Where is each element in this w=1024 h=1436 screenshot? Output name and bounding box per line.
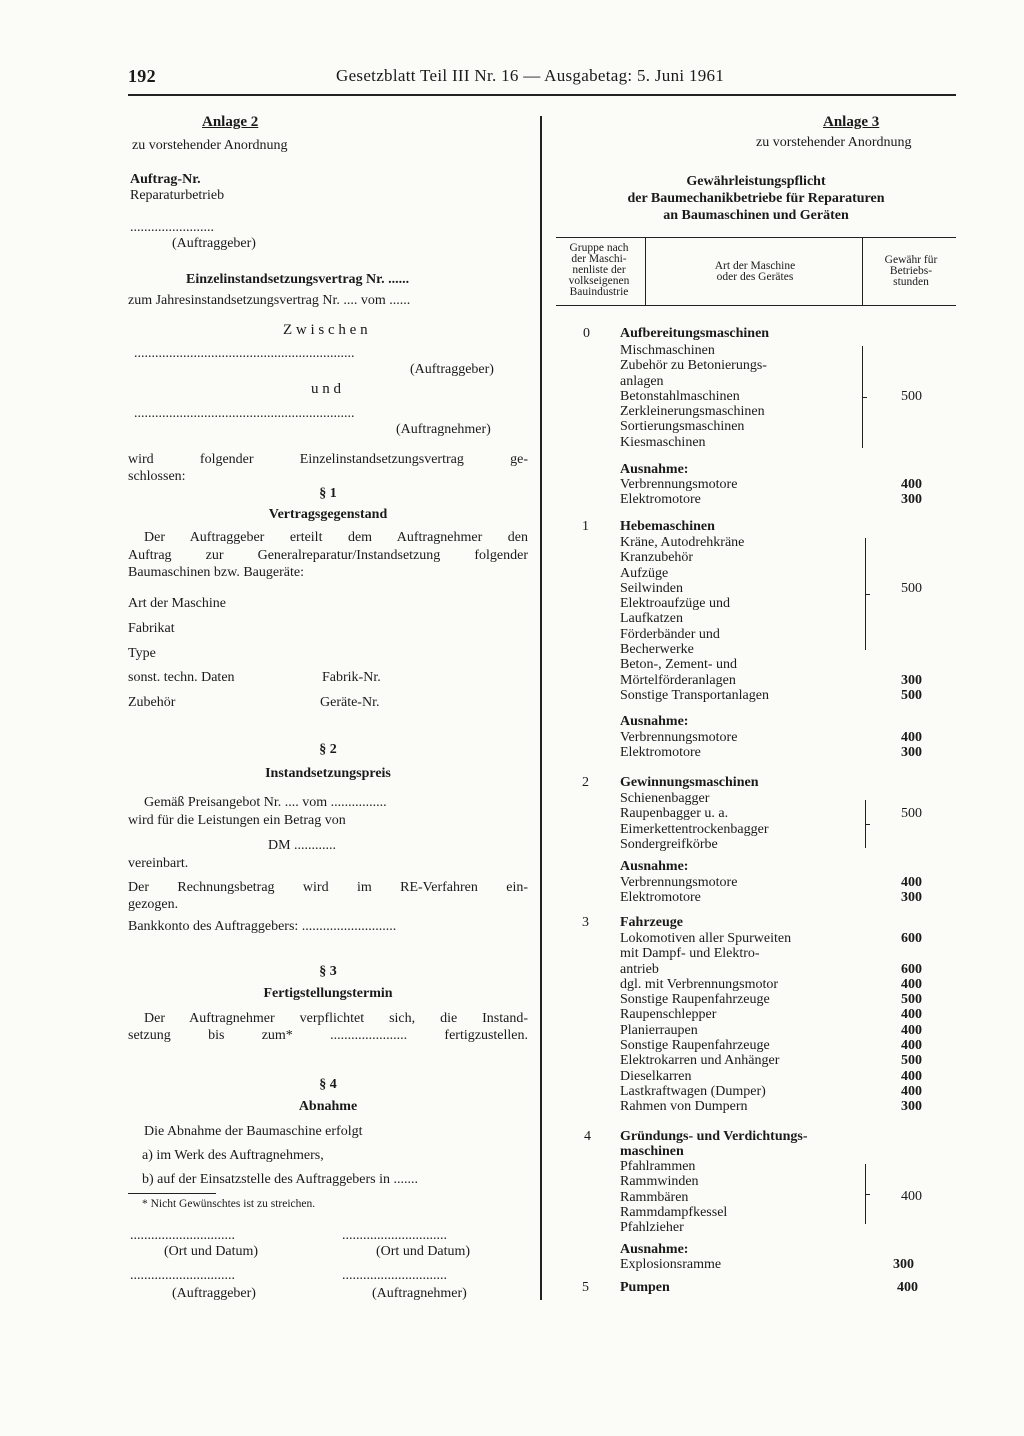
paragraph-1-title: Vertragsgegenstand	[268, 507, 388, 522]
paragraph-1-line-2: Auftrag zur Generalreparatur/Instandsetzung folgender	[128, 548, 528, 563]
group-1-exception-name: Verbrennungsmotore	[620, 730, 738, 745]
row-name: Raupenschlepper	[620, 1007, 717, 1023]
group-0-exception-label: Ausnahme:	[620, 462, 689, 477]
row-name: Rahmen von Dumpern	[620, 1099, 748, 1115]
paragraph-4-option-b: b) auf der Einsatzstelle des Auftraggebers in .......	[142, 1172, 419, 1187]
anlage-2-title: Anlage 2	[202, 114, 259, 130]
table-col-divider-1	[645, 237, 646, 306]
signature-auftragnehmer: (Auftragnehmer)	[372, 1286, 467, 1301]
table-title-line-1: Gewährleistungspflicht	[686, 174, 826, 189]
group-4-value: 400	[901, 1189, 922, 1204]
paragraph-2-line-3: Der Rechnungsbetrag wird im RE-Verfahren ein-	[128, 880, 528, 895]
group-1-exception-value: 400	[901, 730, 922, 745]
group-0-items	[620, 343, 767, 450]
paragraph-4-line-1: Die Abnahme der Baumaschine erfolgt	[144, 1124, 363, 1139]
anlage-3-title: Anlage 3	[823, 114, 880, 130]
signature-dots-left-1: ..............................	[130, 1228, 235, 1243]
group-0-exception-value: 300	[901, 492, 922, 507]
footnote: * Nicht Gewünschtes ist zu streichen.	[142, 1198, 316, 1210]
list-item: Rammbären	[620, 1189, 689, 1205]
field-zubehoer: Zubehör	[128, 695, 176, 710]
list-item: Elektroaufzüge und	[620, 596, 731, 612]
field-sonst-techn-daten: sonst. techn. Daten	[128, 670, 235, 685]
table-top-rule	[556, 237, 956, 238]
list-item: Kranzubehör	[620, 550, 694, 566]
paragraph-1-number: § 1	[319, 486, 337, 501]
col3-header-line: Betriebs-	[889, 265, 933, 277]
row-value: 600	[901, 931, 922, 946]
row-name: antrieb	[620, 961, 659, 977]
list-item: Laufkatzen	[620, 611, 683, 627]
group-0-exception-value: 400	[901, 477, 922, 492]
group-1-exception-label: Ausnahme:	[620, 714, 689, 729]
table-title-line-3: an Baumaschinen und Geräten	[663, 208, 849, 223]
list-item: Eimerkettentrockenbagger	[620, 821, 769, 837]
table-row	[620, 977, 922, 992]
group-2-brace	[855, 800, 866, 848]
signature-dots-right-1: ..............................	[342, 1228, 447, 1243]
col1-header-line: volkseigenen	[568, 275, 630, 287]
row-value: 300	[901, 1099, 922, 1115]
wird-line-2: schlossen:	[128, 469, 186, 484]
party-1-dots: ...............................................................	[134, 346, 355, 361]
list-item: Sondergreifkörbe	[620, 836, 718, 852]
group-2-exception-value: 300	[901, 890, 922, 905]
column-divider	[540, 116, 542, 1300]
row-name: Planierraupen	[620, 1022, 698, 1038]
group-1-value: 500	[901, 581, 922, 596]
group-5-value: 400	[897, 1280, 918, 1295]
group-4-brace	[855, 1164, 866, 1224]
party-2-caption: (Auftragnehmer)	[396, 422, 491, 437]
party-2-dots: ...............................................................	[134, 406, 355, 421]
group-3-rows	[620, 931, 922, 1115]
paragraph-4-number: § 4	[319, 1077, 337, 1092]
paragraph-3-line-2: setzung bis zum* ...................... fertigzustellen.	[128, 1028, 528, 1043]
row-value: 400	[901, 1038, 922, 1054]
group-4-title-line-1: Gründungs- und Verdichtungs-	[620, 1129, 808, 1144]
group-1-extra-value: 500	[901, 688, 922, 703]
paragraph-2-dm: DM ............	[268, 838, 337, 853]
group-1-extra-name: Mörtelförderanlagen	[620, 673, 736, 688]
table-row	[620, 931, 922, 946]
group-5-number: 5	[582, 1280, 589, 1295]
group-4-title-line-2: maschinen	[620, 1144, 684, 1159]
paragraph-3-number: § 3	[319, 964, 337, 979]
list-item: Rammdampfkessel	[620, 1204, 728, 1220]
group-0-exception-name: Elektromotore	[620, 492, 701, 507]
paragraph-2-title: Instandsetzungspreis	[265, 766, 391, 781]
group-2-value: 500	[901, 806, 922, 821]
table-row	[620, 1084, 922, 1099]
paragraph-2-vereinbart: vereinbart.	[128, 856, 189, 871]
auftrag-nr-label: Auftrag-Nr.	[130, 172, 201, 187]
group-1-items	[620, 535, 744, 657]
list-item: Zubehör zu Betonierungs-	[620, 358, 767, 374]
list-item: Mischmaschinen	[620, 343, 715, 358]
group-1-exception-value: 300	[901, 745, 922, 760]
row-value: 600	[901, 961, 922, 977]
table-col-divider-2	[862, 237, 863, 306]
group-0-exception-name: Verbrennungsmotore	[620, 477, 738, 492]
group-4-exception-name: Explosionsramme	[620, 1257, 722, 1272]
row-name: mit Dampf- und Elektro-	[620, 946, 760, 962]
group-1-extra-name: Beton-, Zement- und	[620, 657, 738, 672]
col1-header-line: der Maschi-	[571, 253, 627, 265]
group-2-exception-name: Elektromotore	[620, 890, 701, 905]
row-value: 500	[901, 1053, 922, 1069]
list-item: Kräne, Autodrehkräne	[620, 535, 745, 550]
group-3-number: 3	[582, 915, 589, 930]
col3-header-line: Gewähr für	[884, 254, 938, 266]
col1-header-line: nenliste der	[572, 264, 626, 276]
paragraph-4-option-a: a) im Werk des Auftragnehmers,	[142, 1148, 324, 1163]
row-name: Lokomotiven aller Spurweiten	[620, 931, 792, 946]
row-name: Lastkraftwagen (Dumper)	[620, 1083, 766, 1099]
field-type: Type	[128, 646, 156, 661]
ort-datum-left: (Ort und Datum)	[164, 1244, 259, 1259]
group-4-exception-label: Ausnahme:	[620, 1242, 689, 1257]
row-value: 400	[901, 976, 922, 992]
group-4-number: 4	[584, 1129, 591, 1144]
party-1-caption: (Auftraggeber)	[410, 362, 494, 377]
group-1-title: Hebemaschinen	[620, 519, 715, 534]
table-row	[620, 1023, 922, 1038]
paragraph-2-bankkonto: Bankkonto des Auftraggebers: ...........................	[128, 919, 397, 934]
col2-header-line: Art der Maschine	[714, 260, 796, 272]
col1-header-line: Bauindustrie	[569, 286, 629, 298]
row-value: 400	[901, 1022, 922, 1038]
group-3-title: Fahrzeuge	[620, 915, 683, 930]
paragraph-2-number: § 2	[319, 742, 337, 757]
signature-dots-left-2: ..............................	[130, 1268, 235, 1283]
group-1-brace	[855, 538, 866, 650]
field-art-der-maschine: Art der Maschine	[128, 596, 226, 611]
list-item: Betonstahlmaschinen	[620, 388, 740, 404]
signature-dots-right-2: ..............................	[342, 1268, 447, 1283]
group-4-items	[620, 1159, 727, 1235]
row-value: 400	[901, 1068, 922, 1084]
list-item: Becherwerke	[620, 642, 694, 658]
table-header-rule	[556, 305, 956, 306]
auftraggeber-dots: ........................	[130, 220, 214, 235]
table-row	[620, 1007, 922, 1022]
table-row	[620, 1069, 922, 1084]
list-item: Pfahlrammen	[620, 1159, 696, 1174]
group-2-exception-value: 400	[901, 875, 922, 890]
paragraph-2-line-1: Gemäß Preisangebot Nr. .... vom ................	[144, 795, 387, 810]
list-item: Förderbänder und	[620, 626, 720, 642]
row-value: 500	[901, 992, 922, 1008]
header-rule	[128, 94, 956, 96]
group-1-exception-name: Elektromotore	[620, 745, 701, 760]
row-name: Dieselkarren	[620, 1068, 692, 1084]
row-value: 400	[901, 1007, 922, 1023]
group-2-exception-label: Ausnahme:	[620, 859, 689, 874]
table-row	[620, 946, 922, 961]
paragraph-3-line-1: Der Auftragnehmer verpflichtet sich, die Instand-	[144, 1011, 528, 1026]
group-5-title: Pumpen	[620, 1280, 670, 1295]
row-name: dgl. mit Verbrennungsmotor	[620, 976, 779, 992]
signature-auftraggeber: (Auftraggeber)	[172, 1286, 256, 1301]
table-title-line-2: der Baumechanikbetriebe für Reparaturen	[627, 191, 885, 206]
list-item: Rammwinden	[620, 1174, 699, 1190]
col1-header-line: Gruppe nach	[569, 242, 629, 254]
auftraggeber-caption: (Auftraggeber)	[172, 236, 256, 251]
group-0-title: Aufbereitungsmaschinen	[620, 326, 770, 341]
row-name: Elektrokarren und Anhänger	[620, 1053, 780, 1069]
ort-datum-right: (Ort und Datum)	[376, 1244, 471, 1259]
vertrag-subtitle: zum Jahresinstandsetzungsvertrag Nr. .... vom ......	[128, 293, 411, 308]
row-name: Sonstige Raupenfahrzeuge	[620, 992, 770, 1008]
col2-header-line: oder des Gerätes	[716, 271, 794, 283]
list-item: anlagen	[620, 373, 664, 389]
group-0-brace	[852, 346, 863, 448]
paragraph-1-line-1: Der Auftraggeber erteilt dem Auftragnehmer den	[144, 530, 528, 545]
wird-line-1: wird folgender Einzelinstandsetzungsvertrag ge-	[128, 452, 528, 467]
field-geraete-nr: Geräte-Nr.	[320, 695, 380, 710]
anlage-2-subtitle: zu vorstehender Anordnung	[132, 138, 288, 153]
reparaturbetrieb-label: Reparaturbetrieb	[130, 188, 225, 203]
page-number: 192	[128, 66, 156, 86]
col2-header	[650, 261, 860, 283]
list-item: Schienenbagger	[620, 791, 710, 806]
group-1-extra-name: Sonstige Transportanlagen	[620, 688, 769, 703]
field-fabrik-nr: Fabrik-Nr.	[322, 670, 381, 685]
row-value: 400	[901, 1083, 922, 1099]
group-2-exception-name: Verbrennungsmotore	[620, 875, 738, 890]
col1-header	[556, 243, 642, 298]
paragraph-1-line-3: Baumaschinen bzw. Baugeräte:	[128, 565, 304, 580]
und-label: u n d	[311, 381, 341, 397]
group-2-title: Gewinnungsmaschinen	[620, 775, 759, 790]
col3-header-line: stunden	[893, 276, 929, 288]
paragraph-2-line-4: gezogen.	[128, 897, 179, 912]
paragraph-4-title: Abnahme	[298, 1099, 358, 1114]
group-1-number: 1	[582, 519, 589, 534]
page-header-title: Gesetzblatt Teil III Nr. 16 — Ausgabetag: 5. Juni 1961	[336, 66, 725, 85]
list-item: Pfahlzieher	[620, 1220, 684, 1236]
group-0-number: 0	[583, 326, 590, 341]
group-0-value: 500	[901, 389, 922, 404]
field-fabrikat: Fabrikat	[128, 621, 175, 636]
zwischen-label: Z w i s c h e n	[283, 322, 368, 338]
list-item: Sortierungsmaschinen	[620, 419, 745, 435]
col3-header	[866, 255, 956, 288]
list-item: Raupenbagger u. a.	[620, 806, 729, 822]
table-row	[620, 992, 922, 1007]
list-item: Seilwinden	[620, 580, 683, 596]
row-name: Sonstige Raupenfahrzeuge	[620, 1038, 770, 1054]
paragraph-2-line-2: wird für die Leistungen ein Betrag von	[128, 813, 346, 828]
table-row	[620, 962, 922, 977]
group-4-exception-value: 300	[893, 1257, 914, 1272]
paragraph-3-title: Fertigstellungstermin	[263, 986, 393, 1001]
table-row	[620, 1099, 922, 1114]
vertrag-title: Einzelinstandsetzungsvertrag Nr. ......	[186, 272, 410, 287]
list-item: Kiesmaschinen	[620, 434, 706, 450]
group-2-items	[620, 791, 768, 852]
list-item: Zerkleinerungsmaschinen	[620, 404, 765, 420]
footnote-rule	[128, 1193, 216, 1194]
anlage-3-subtitle: zu vorstehender Anordnung	[756, 135, 912, 150]
table-row	[620, 1053, 922, 1068]
group-1-extra-value: 300	[901, 673, 922, 688]
group-2-number: 2	[582, 775, 589, 790]
table-row	[620, 1038, 922, 1053]
list-item: Aufzüge	[620, 565, 669, 581]
